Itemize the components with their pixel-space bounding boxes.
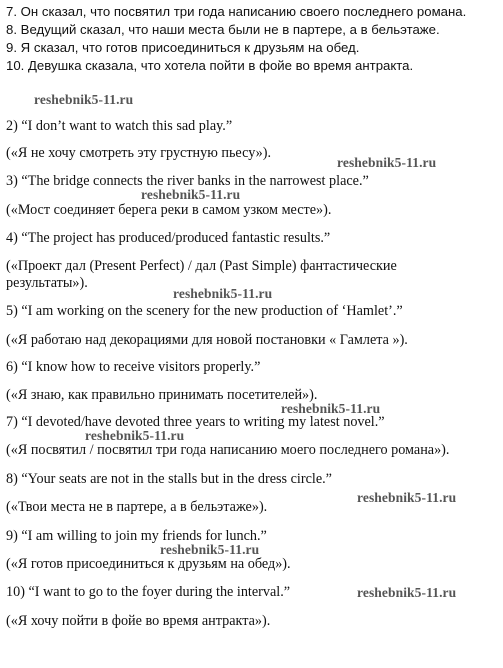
item-4-ru2: результаты»). [6, 275, 88, 291]
watermark: reshebnik5-11.ru [141, 187, 241, 202]
item-2-en: 2) “I don’t want to watch this sad play.” [6, 118, 233, 134]
item-7-ru: («Я посвятил / посвятил три года написанию моего последнего романа»). [6, 442, 450, 458]
sentence-9-ru: 9. Я сказал, что готов присоединиться к друзьям на обед. [6, 40, 360, 55]
item-2-ru: («Я не хочу смотреть эту грустную пьесу»). [6, 145, 272, 161]
item-9-en: 9) “I am willing to join my friends for lunch.” [6, 528, 267, 544]
item-5-ru: («Я работаю над декорациями для новой постановки « Гамлета »). [6, 332, 408, 348]
watermark: reshebnik5-11.ru [281, 401, 381, 416]
item-7-en: 7) “I devoted/have devoted three years to writing my latest novel.” [6, 414, 385, 430]
item-4-en: 4) “The project has produced/produced fantastic results.” [6, 230, 331, 246]
watermark: reshebnik5-11.ru [160, 542, 260, 557]
sentence-10-ru: 10. Девушка сказала, что хотела пойти в фойе во время антракта. [6, 58, 414, 73]
watermark: reshebnik5-11.ru [85, 428, 185, 443]
sentence-8-ru: 8. Ведущий сказал, что наши места были не в партере, а в бельэтаже. [6, 22, 440, 37]
item-10-ru: («Я хочу пойти в фойе во время антракта»). [6, 613, 271, 629]
watermark: reshebnik5-11.ru [357, 490, 457, 505]
watermark: reshebnik5-11.ru [337, 155, 437, 170]
item-6-ru: («Я знаю, как правильно принимать посетителей»). [6, 387, 318, 403]
item-5-en: 5) “I am working on the scenery for the new production of ‘Hamlet’.” [6, 303, 403, 319]
item-4-ru: («Проект дал (Present Perfect) / дал (Past Simple) фантастические [6, 258, 397, 274]
item-10-en: 10) “I want to go to the foyer during the interval.” [6, 584, 291, 600]
item-8-ru: («Твои места не в партере, а в бельэтаже»). [6, 499, 268, 515]
item-8-en: 8) “Your seats are not in the stalls but in the dress circle.” [6, 471, 332, 487]
sentence-7-ru: 7. Он сказал, что посвятил три года написанию своего последнего романа. [6, 4, 467, 19]
watermark: reshebnik5-11.ru [357, 585, 457, 600]
watermark: reshebnik5-11.ru [173, 286, 273, 301]
item-3-en: 3) “The bridge connects the river banks in the narrowest place.” [6, 173, 369, 189]
item-3-ru: («Мост соединяет берега реки в самом узком месте»). [6, 202, 332, 218]
item-9-ru: («Я готов присоединиться к друзьям на обед»). [6, 556, 291, 572]
item-6-en: 6) “I know how to receive visitors properly.” [6, 359, 261, 375]
watermark: reshebnik5-11.ru [34, 92, 134, 107]
